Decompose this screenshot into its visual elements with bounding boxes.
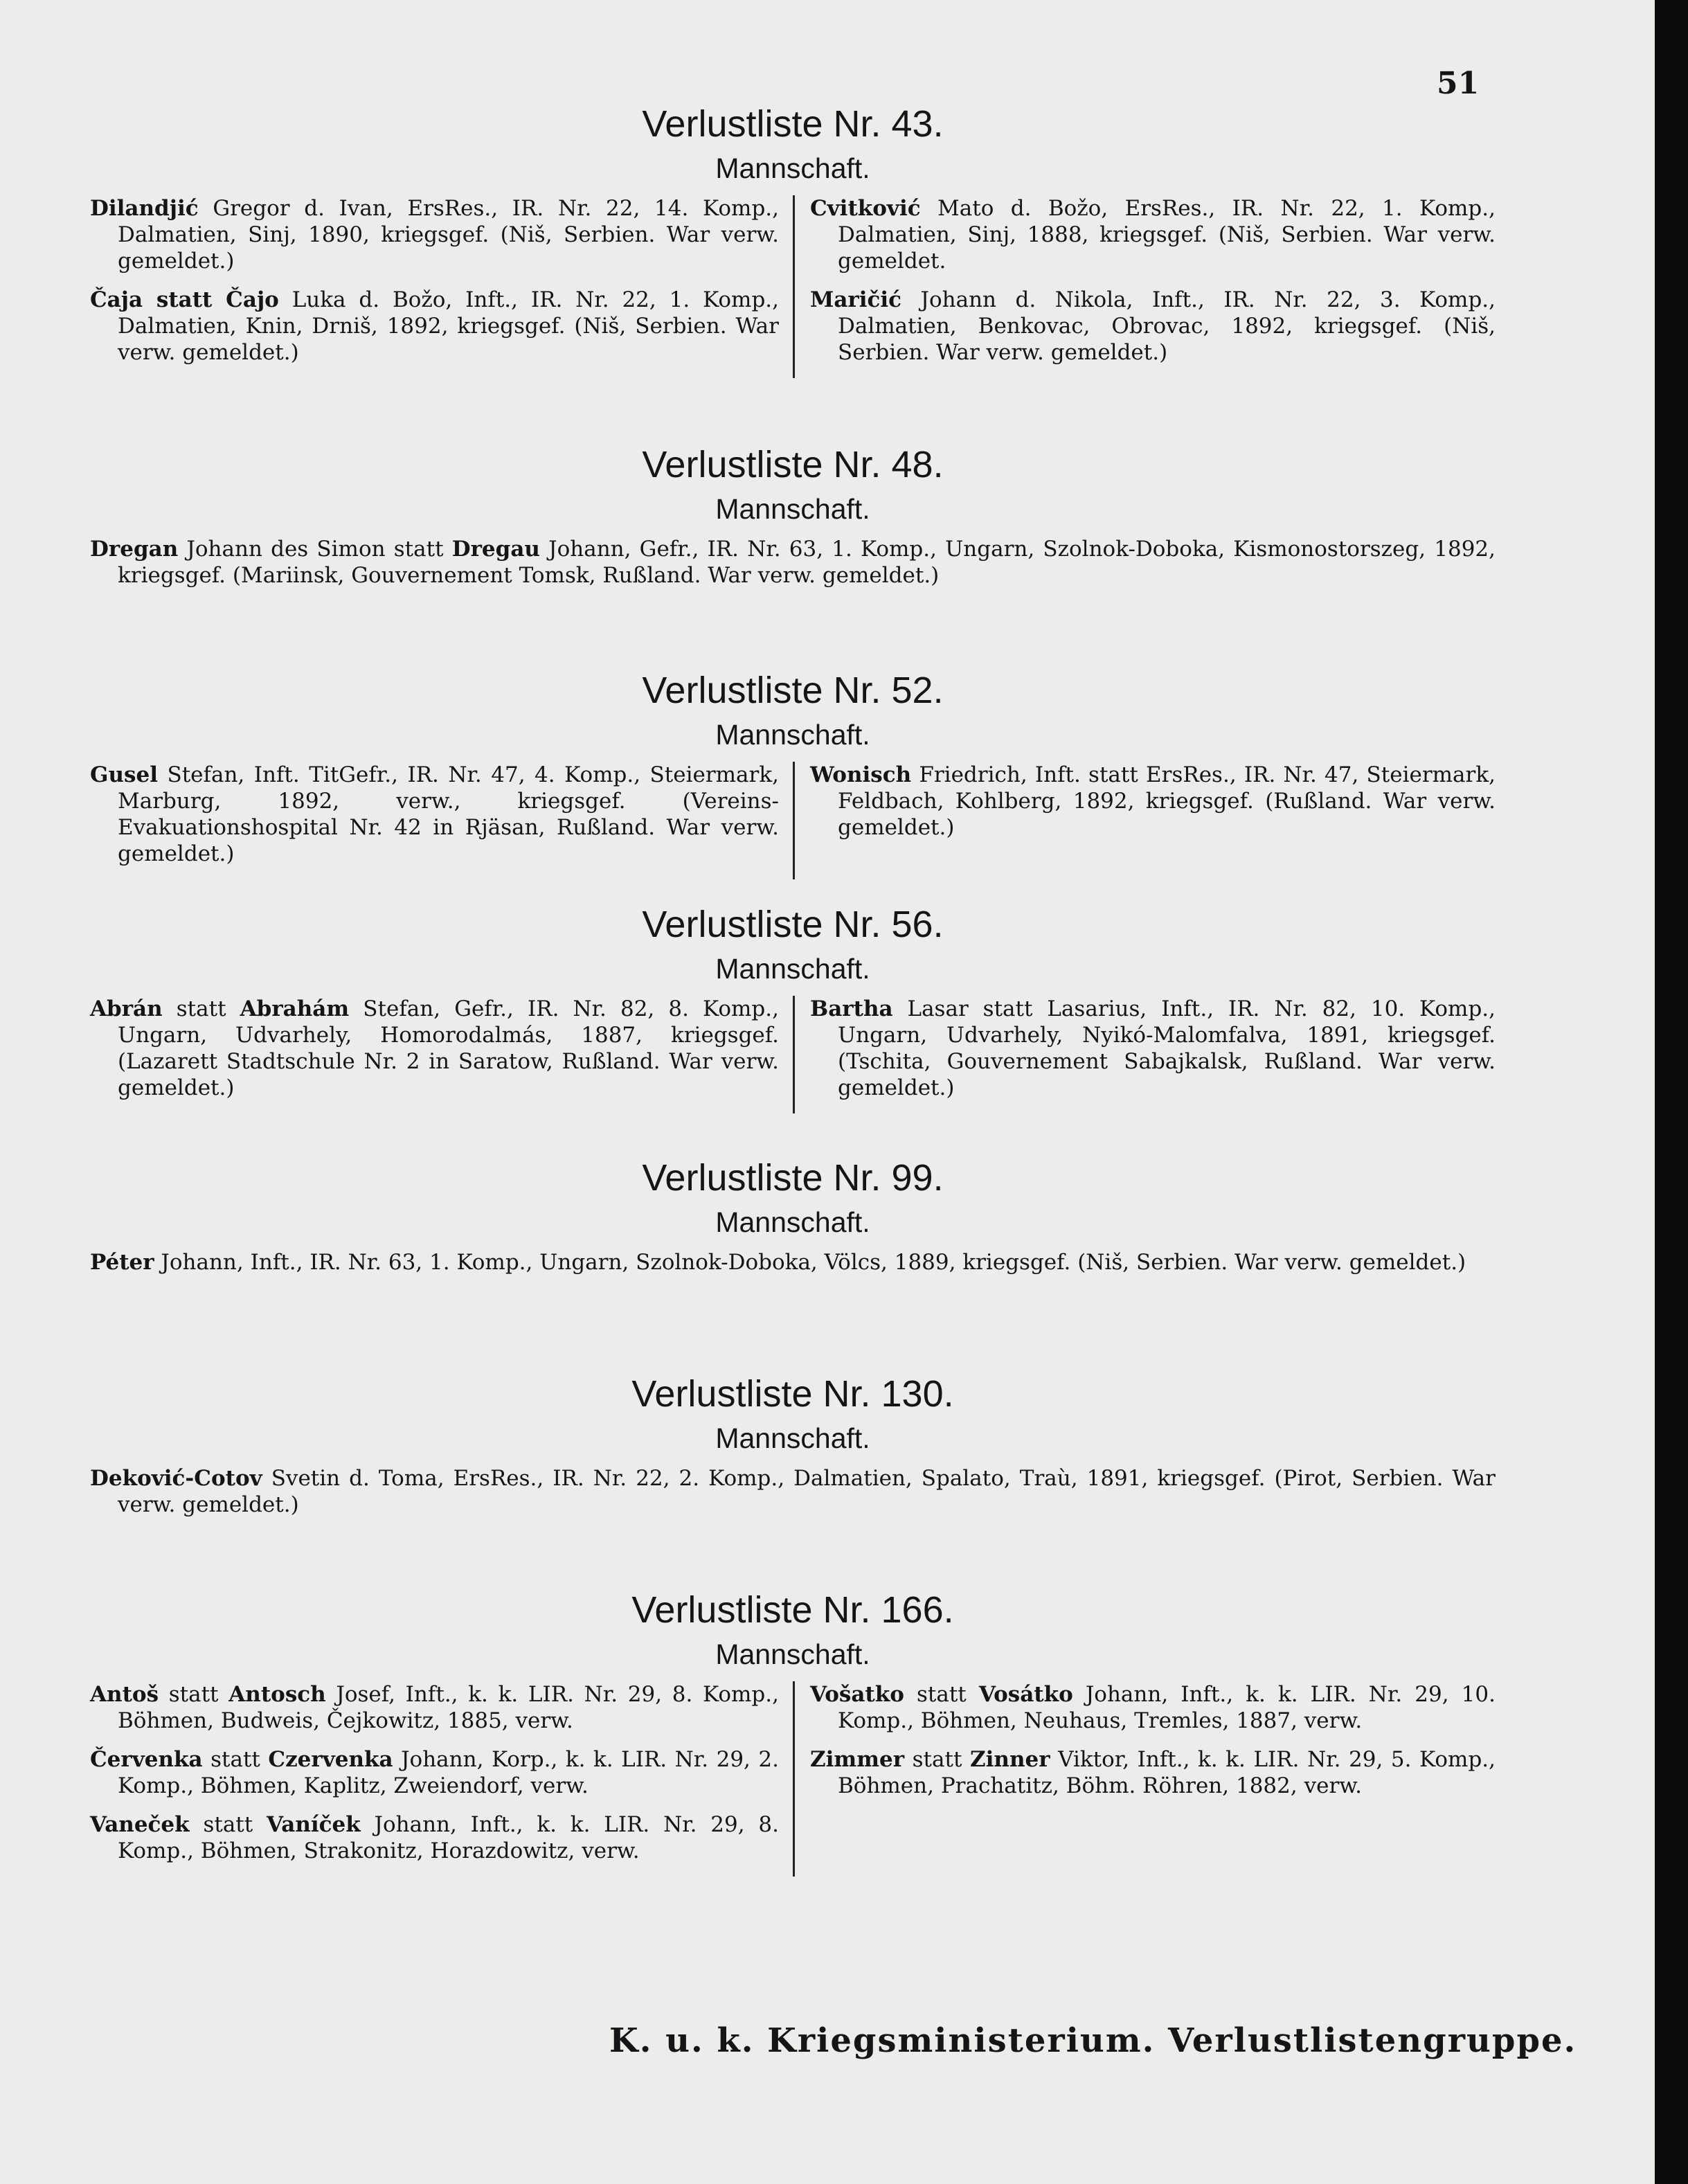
section-subtitle: Mannschaft.: [715, 1206, 870, 1238]
casualty-entry: [90, 996, 779, 1101]
casualty-entry: [810, 996, 1496, 1101]
entry-text: statt: [189, 1812, 267, 1837]
entry-text: Friedrich, Inft. statt ErsRes., IR. Nr. 47, Steiermark, Feldbach, Kohlberg, 1892, kriegsgef. (Rußland. War verw. gemeldet.): [838, 762, 1496, 840]
entry-text: Stefan, Gefr., IR. Nr. 82, 8. Komp., Ungarn, Udvarhely, Homorodalmás, 1887, kriegsgef. (Lazarett Stadtschule Nr. 2 in Saratow, Rußland. War verw. gemeldet.): [118, 996, 779, 1100]
entry-text: Stefan, Inft. TitGefr., IR. Nr. 47, 4. Komp., Steiermark, Marburg, 1892, verw., kriegsgef. (Vereins-Evakuationshospital Nr. 42 in Rjäsan, Rußland. War verw. gemeldet.): [118, 762, 779, 866]
casualty-entry: [90, 1249, 1496, 1276]
entry-text: Johann, Inft., IR. Nr. 63, 1. Komp., Ungarn, Szolnok-Doboka, Völcs, 1889, kriegsgef. (Niš, Serbien. War verw. gemeldet.): [154, 1250, 1466, 1275]
two-column-list: [90, 762, 1496, 879]
section-title: Verlustliste Nr. 52.: [642, 670, 944, 711]
entry-text: Lasar statt Lasarius, Inft., IR. Nr. 82, 10. Komp., Ungarn, Udvarhely, Nyikó-Malomfalva, 1891, kriegsgef. (Tschita, Gouvernement Sabajkalsk, Rußland. War verw. gemeldet.): [838, 996, 1496, 1100]
section-subtitle: Mannschaft.: [715, 493, 870, 525]
entry-text: statt: [904, 1747, 970, 1772]
entry-name-corrected: Vosátko: [978, 1682, 1073, 1707]
entry-text: Johann, Gefr., IR. Nr. 63, 1. Komp., Ungarn, Szolnok-Doboka, Kismonostorszeg, 1892, kriegsgef. (Mariinsk, Gouvernement Tomsk, Rußland. War verw. gemeldet.): [118, 537, 1496, 588]
entry-name: Dregan: [90, 537, 179, 562]
footer-imprint: K. u. k. Kriegsministerium. Verlustlistengruppe.: [609, 2021, 1577, 2060]
section-verlustliste-56: [90, 903, 1496, 1113]
page-number: 51: [1437, 66, 1480, 101]
casualty-entry: [90, 1681, 779, 1734]
section-subtitle: Mannschaft.: [715, 1638, 870, 1670]
entry-text: Johann d. Nikola, Inft., IR. Nr. 22, 3. Komp., Dalmatien, Benkovac, Obrovac, 1892, kriegsgef. (Niš, Serbien. War verw. gemeldet.): [838, 287, 1496, 365]
entry-name: Wonisch: [810, 762, 912, 787]
entry-text: Johann, Inft., k. k. LIR. Nr. 29, 10. Komp., Böhmen, Neuhaus, Tremles, 1887, verw.: [838, 1682, 1496, 1733]
casualty-entry: [90, 195, 779, 274]
section-verlustliste-52: [90, 669, 1496, 879]
right-column: [793, 762, 1496, 879]
casualty-entry: [90, 536, 1496, 589]
entry-name: Maričić: [810, 287, 902, 312]
entry-name-corrected: Vaníček: [267, 1812, 361, 1837]
entry-text: Viktor, Inft., k. k. LIR. Nr. 29, 5. Komp., Böhmen, Prachatitz, Böhm. Röhren, 1882, verw.: [838, 1747, 1496, 1798]
entry-name: Čaja statt Čajo: [90, 287, 279, 312]
two-column-list: [90, 1681, 1496, 1877]
entry-text: statt: [159, 1682, 229, 1707]
entry-name-corrected: Czervenka: [268, 1747, 393, 1772]
casualty-entry: [90, 762, 779, 867]
section-title: Verlustliste Nr. 99.: [642, 1157, 944, 1199]
section-subtitle: Mannschaft.: [715, 1422, 870, 1454]
entry-text: statt: [202, 1747, 269, 1772]
two-column-list: [90, 195, 1496, 378]
entry-text: Gregor d. Ivan, ErsRes., IR. Nr. 22, 14. Komp., Dalmatien, Sinj, 1890, kriegsgef. (Niš, Serbien. War verw. gemeldet.): [118, 196, 779, 274]
entry-name: Péter: [90, 1250, 154, 1275]
section-verlustliste-99: [90, 1156, 1496, 1288]
entry-text: Mato d. Božo, ErsRes., IR. Nr. 22, 1. Komp., Dalmatien, Sinj, 1888, kriegsgef. (Niš, Serbien. War verw. gemeldet.: [838, 196, 1496, 274]
section-subtitle: Mannschaft.: [715, 152, 870, 184]
casualty-entry: [90, 1811, 779, 1864]
entry-name-corrected: Abrahám: [240, 996, 350, 1021]
right-column: [793, 1681, 1496, 1877]
casualty-entry: [90, 287, 779, 366]
entry-name: Vošatko: [810, 1682, 904, 1707]
entry-name: Abrán: [90, 996, 163, 1021]
right-column: [793, 195, 1496, 378]
casualty-entry: [810, 287, 1496, 366]
entry-name: Gusel: [90, 762, 158, 787]
two-column-list: [90, 996, 1496, 1113]
entry-text: Johann des Simon statt: [178, 537, 452, 562]
section-verlustliste-43: [90, 102, 1496, 378]
left-column: [90, 1681, 793, 1877]
entry-text: Johann, Inft., k. k. LIR. Nr. 29, 8. Komp., Böhmen, Strakonitz, Horazdowitz, verw.: [118, 1812, 779, 1863]
casualty-entry: [90, 1465, 1496, 1518]
section-verlustliste-166: [90, 1588, 1496, 1877]
entry-name-corrected: Dregau: [451, 537, 540, 562]
entry-name: Antoš: [90, 1682, 159, 1707]
casualty-entry: [810, 1746, 1496, 1799]
section-title: Verlustliste Nr. 166.: [631, 1589, 954, 1631]
casualty-entry: [810, 1681, 1496, 1734]
casualty-entry: [810, 762, 1496, 841]
section-title: Verlustliste Nr. 48.: [642, 444, 944, 485]
entry-text: Luka d. Božo, Inft., IR. Nr. 22, 1. Komp., Dalmatien, Knin, Drniš, 1892, kriegsgef. (Niš, Serbien. War verw. gemeldet.): [118, 287, 780, 365]
entry-text: statt: [162, 996, 240, 1021]
casualty-entry: [90, 1746, 779, 1799]
entry-name: Zimmer: [810, 1747, 905, 1772]
section-verlustliste-48: [90, 443, 1496, 601]
entry-name: Dilandjić: [90, 196, 199, 221]
entry-name: Cvitković: [810, 196, 921, 221]
section-title: Verlustliste Nr. 56.: [642, 904, 944, 945]
left-column: [90, 195, 793, 378]
entry-name: Deković-Cotov: [90, 1466, 262, 1491]
section-subtitle: Mannschaft.: [715, 719, 870, 751]
casualty-entry: [810, 195, 1496, 274]
section-title: Verlustliste Nr. 43.: [642, 103, 944, 145]
section-subtitle: Mannschaft.: [715, 953, 870, 985]
entry-name: Červenka: [90, 1747, 203, 1772]
entry-text: Josef, Inft., k. k. LIR. Nr. 29, 8. Komp., Böhmen, Budweis, Čejkowitz, 1885, verw.: [118, 1682, 779, 1733]
section-title: Verlustliste Nr. 130.: [631, 1373, 954, 1415]
section-verlustliste-130: [90, 1372, 1496, 1530]
scan-edge: [1655, 0, 1688, 2184]
entry-name: Vaneček: [90, 1812, 190, 1837]
entry-name-corrected: Zinner: [970, 1747, 1050, 1772]
right-column: [793, 996, 1496, 1113]
entry-text: Svetin d. Toma, ErsRes., IR. Nr. 22, 2. Komp., Dalmatien, Spalato, Traù, 1891, kriegsgef. (Pirot, Serbien. War verw. gemeldet.): [118, 1466, 1496, 1517]
entry-text: Johann, Korp., k. k. LIR. Nr. 29, 2. Komp., Böhmen, Kaplitz, Zweiendorf, verw.: [118, 1747, 779, 1798]
entry-text: statt: [904, 1682, 979, 1707]
left-column: [90, 996, 793, 1113]
entry-name-corrected: Antosch: [228, 1682, 326, 1707]
left-column: [90, 762, 793, 879]
entry-name: Bartha: [810, 996, 893, 1021]
